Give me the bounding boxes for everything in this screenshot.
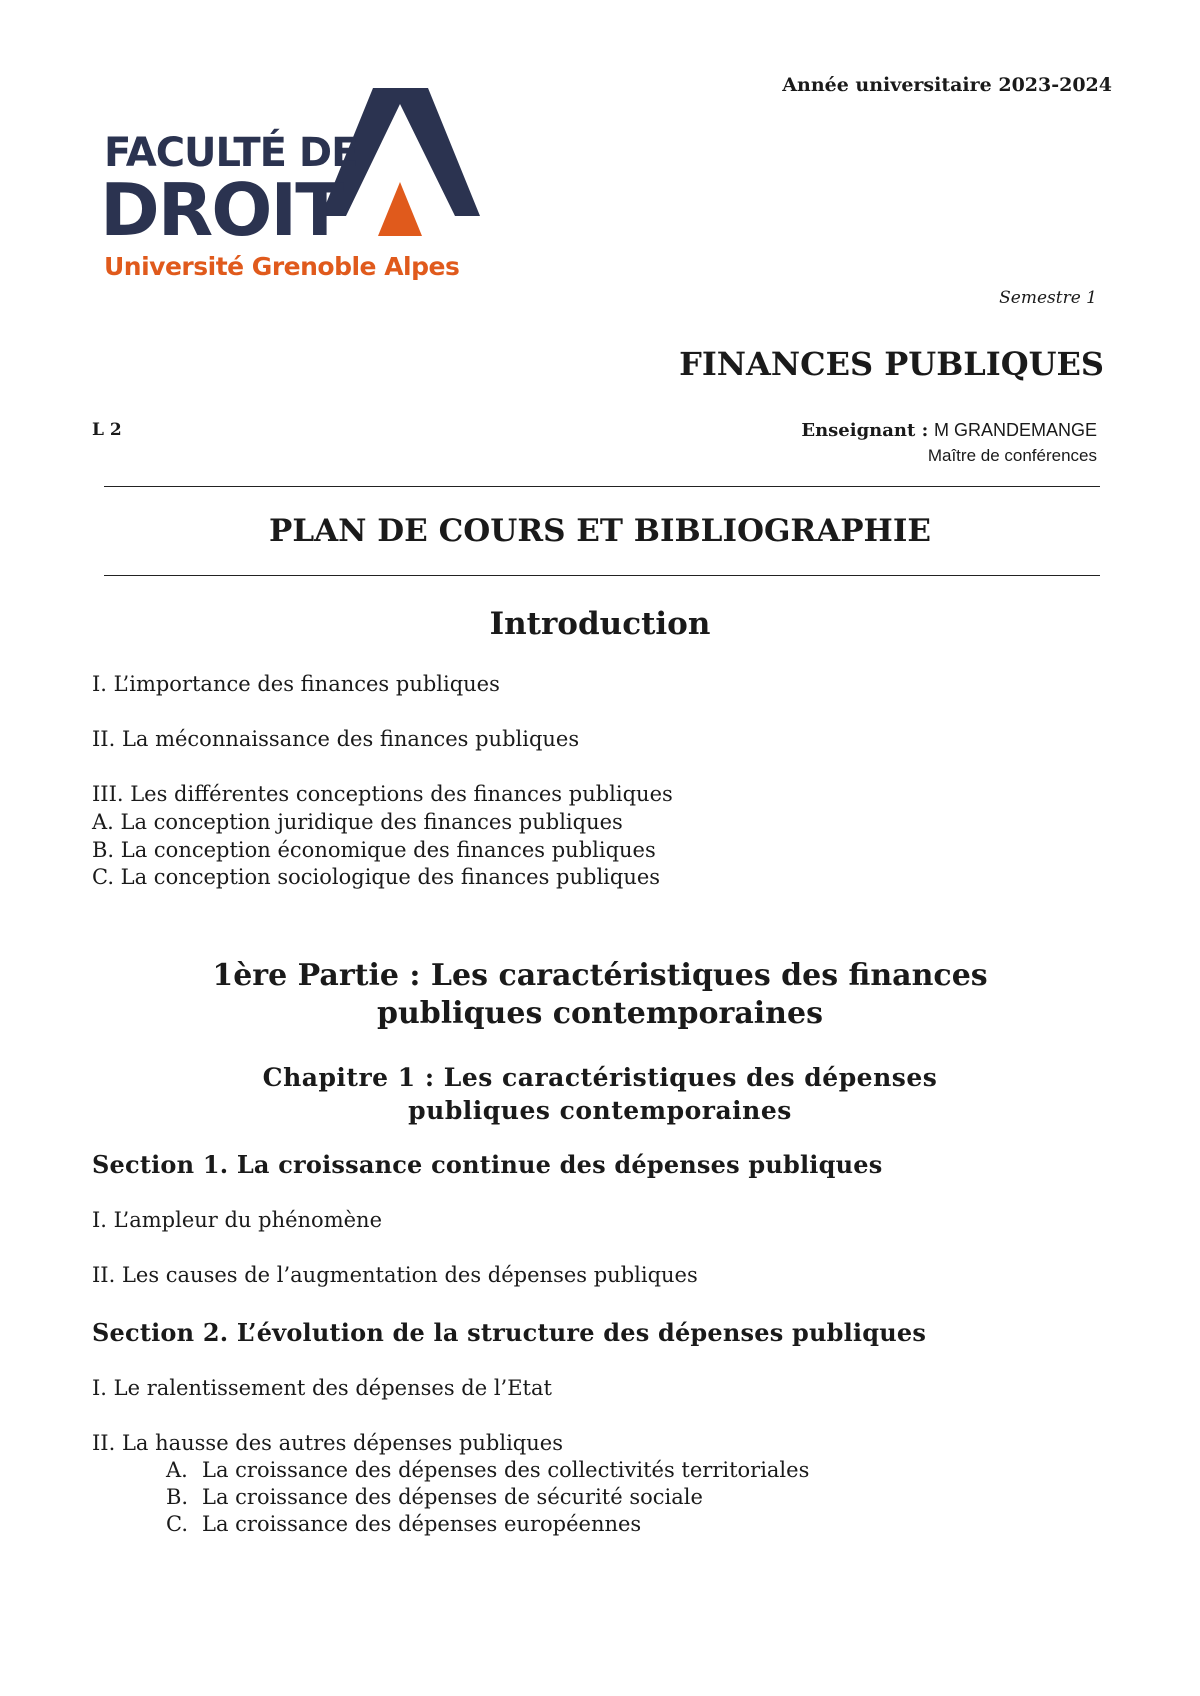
semester: Semestre 1 (999, 288, 1097, 308)
level: L 2 (92, 420, 122, 440)
intro-subitem: A. La conception juridique des finances publiques (92, 810, 623, 834)
teacher-role: Maître de conférences (927, 446, 1097, 465)
teacher-label: Enseignant : (801, 420, 929, 441)
section1-heading: Section 1. La croissance continue des dépenses publiques (92, 1150, 883, 1179)
faculty-logo (100, 88, 500, 288)
logo-line-droit: DROIT (100, 168, 343, 252)
section2-subitem (166, 1458, 809, 1482)
subitem-letter: C. (166, 1512, 188, 1536)
logo-line-university: Université Grenoble Alpes (104, 252, 460, 281)
divider-bottom (104, 575, 1100, 576)
chapter1-heading (0, 1061, 1200, 1127)
section1-item: I. L’ampleur du phénomène (92, 1208, 382, 1232)
teacher-block (801, 418, 1097, 468)
intro-subitem: B. La conception économique des finances publiques (92, 838, 656, 862)
part1-heading-line2: publiques contemporaines (377, 996, 823, 1031)
course-title: FINANCES PUBLIQUES (679, 345, 1104, 383)
subitem-text: La croissance des dépenses de sécurité sociale (202, 1485, 703, 1509)
subitem-text: La croissance des dépenses européennes (202, 1512, 642, 1536)
section2-heading: Section 2. L’évolution de la structure des dépenses publiques (92, 1318, 927, 1347)
intro-item: I. L’importance des finances publiques (92, 672, 500, 696)
intro-item: II. La méconnaissance des finances publiques (92, 727, 580, 751)
chapter1-heading-line1: Chapitre 1 : Les caractéristiques des dépenses (262, 1063, 938, 1092)
subitem-letter: A. (166, 1458, 188, 1482)
introduction-heading: Introduction (489, 606, 711, 642)
section2-item: II. La hausse des autres dépenses publiques (92, 1431, 563, 1455)
intro-subitem: C. La conception sociologique des finances publiques (92, 865, 661, 889)
section2-subitem (166, 1485, 703, 1509)
part1-heading (0, 957, 1200, 1033)
intro-item: III. Les différentes conceptions des finances publiques (92, 782, 673, 806)
subitem-letter: B. (166, 1485, 189, 1509)
document-title: PLAN DE COURS ET BIBLIOGRAPHIE (269, 513, 931, 549)
section2-subitem (166, 1512, 641, 1536)
part1-heading-line1: 1ère Partie : Les caractéristiques des finances (212, 958, 988, 993)
chapter1-heading-line2: publiques contemporaines (408, 1096, 792, 1125)
section2-item: I. Le ralentissement des dépenses de l’Etat (92, 1376, 552, 1400)
academic-year: Année universitaire 2023-2024 (782, 74, 1112, 96)
section1-item: II. Les causes de l’augmentation des dépenses publiques (92, 1263, 698, 1287)
subitem-text: La croissance des dépenses des collectivités territoriales (202, 1458, 810, 1482)
divider-top (104, 486, 1100, 487)
logo-line-faculte: FACULTÉ DE (104, 130, 358, 176)
teacher-name: M GRANDEMANGE (933, 420, 1097, 440)
